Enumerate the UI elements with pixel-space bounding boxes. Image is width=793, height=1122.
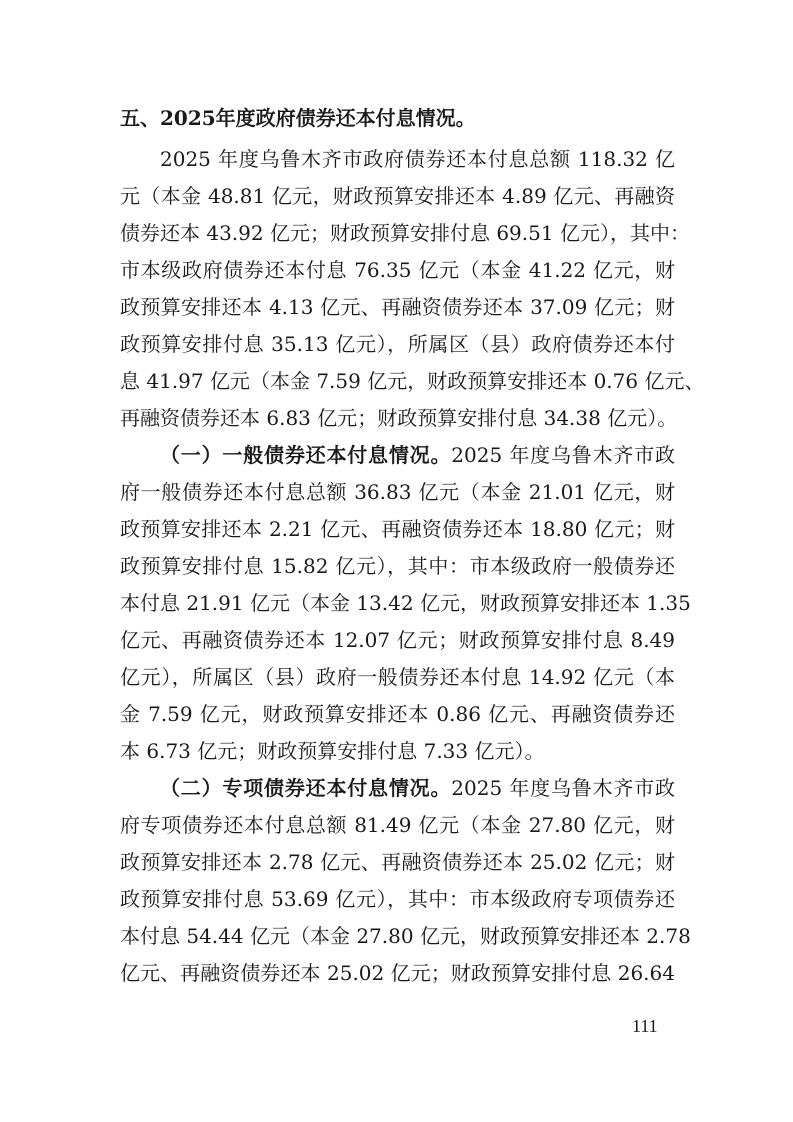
paragraph-2-line-7: 亿元），所属区（县）政府一般债券还本付息 14.92 亿元（本: [120, 665, 675, 689]
paragraph-2-line-6: 亿元、再融资债券还本 12.07 亿元；财政预算安排付息 8.49: [120, 628, 675, 652]
paragraph-1-line-4: 市本级政府债券还本付息 76.35 亿元（本金 41.22 亿元，财: [120, 258, 675, 282]
paragraph-3-line-1: [160, 771, 675, 805]
paragraph-2-line-1: [160, 438, 675, 472]
paragraph-3-line-2: 府专项债券还本付息总额 81.49 亿元（本金 27.80 亿元，财: [120, 813, 675, 837]
paragraph-1-line-7: 息 41.97 亿元（本金 7.59 亿元，财政预算安排还本 0.76 亿元、: [120, 369, 705, 393]
paragraph-1-line-8: 再融资债券还本 6.83 亿元；财政预算安排付息 34.38 亿元）。: [120, 406, 678, 430]
paragraph-3-line-3: 政预算安排还本 2.78 亿元、再融资债券还本 25.02 亿元；财: [120, 850, 675, 874]
paragraph-2-first-line-rest: 2025 年度乌鲁木齐市政: [451, 443, 676, 467]
paragraph-1-line-5: 政预算安排还本 4.13 亿元、再融资债券还本 37.09 亿元；财: [120, 295, 675, 319]
paragraph-3-line-4: 政预算安排付息 53.69 亿元），其中：市本级政府专项债券还: [120, 887, 675, 911]
paragraph-3-line-5: 本付息 54.44 亿元（本金 27.80 亿元，财政预算安排还本 2.78: [120, 924, 691, 948]
paragraph-1-line-1: 2025 年度乌鲁木齐市政府债券还本付息总额 118.32 亿: [160, 147, 675, 171]
paragraph-2-line-5: 本付息 21.91 亿元（本金 13.42 亿元，财政预算安排还本 1.35: [120, 591, 691, 615]
paragraph-3-lead: （二）专项债券还本付息情况。: [160, 776, 452, 800]
paragraph-2-line-8: 金 7.59 亿元，财政预算安排还本 0.86 亿元、再融资债券还: [120, 702, 675, 726]
paragraph-1-line-3: 债券还本 43.92 亿元；财政预算安排付息 69.51 亿元），其中：: [120, 221, 690, 245]
paragraph-2-line-2: 府一般债券还本付息总额 36.83 亿元（本金 21.01 亿元，财: [120, 480, 675, 504]
section-heading: 五、2025年度政府债券还本付息情况。: [120, 106, 476, 130]
paragraph-3-line-6: 亿元、再融资债券还本 25.02 亿元；财政预算安排付息 26.64: [120, 961, 675, 985]
page-number: 111: [632, 1016, 658, 1036]
paragraph-1-line-2: 元（本金 48.81 亿元，财政预算安排还本 4.89 亿元、再融资: [120, 184, 675, 208]
paragraph-3-first-line-rest: 2025 年度乌鲁木齐市政: [451, 776, 676, 800]
paragraph-2-line-3: 政预算安排还本 2.21 亿元、再融资债券还本 18.80 亿元；财: [120, 517, 675, 541]
paragraph-2-line-4: 政预算安排付息 15.82 亿元），其中：市本级政府一般债券还: [120, 554, 675, 578]
paragraph-1-line-6: 政预算安排付息 35.13 亿元），所属区（县）政府债券还本付: [120, 332, 675, 356]
paragraph-2-lead: （一）一般债券还本付息情况。: [160, 443, 452, 467]
paragraph-2-line-9: 本 6.73 亿元；财政预算安排付息 7.33 亿元）。: [120, 739, 545, 763]
